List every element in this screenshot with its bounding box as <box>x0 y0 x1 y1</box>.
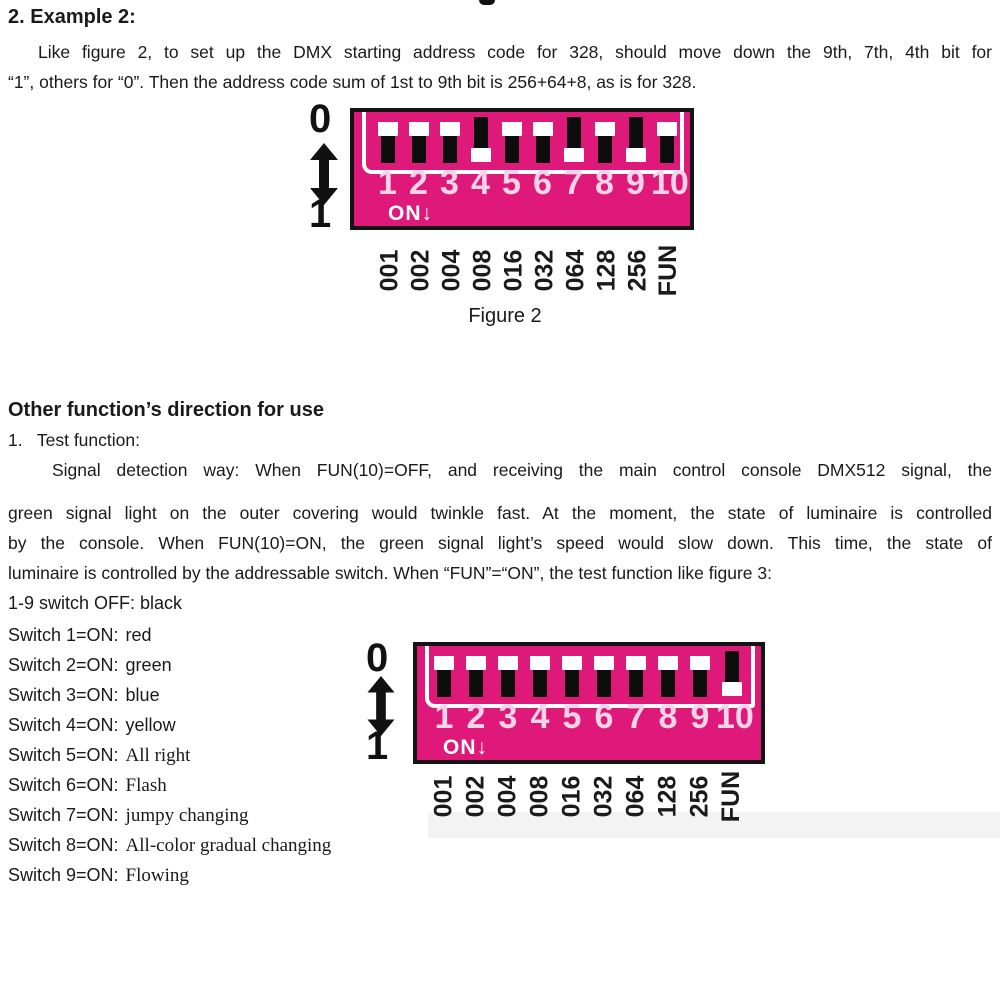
figure3-pin-number-5: 5 <box>562 698 582 736</box>
figure3-switch-4-up <box>524 646 556 697</box>
figure2-bit-label-064: 064 <box>561 249 589 291</box>
figure3-pin-number-3: 3 <box>498 698 518 736</box>
figure2-switch-8-up <box>589 112 620 163</box>
figure2-switch-4-down <box>465 112 496 163</box>
figure3-switch-1-up <box>428 646 460 697</box>
figure3-zero-label: 0 <box>366 636 389 680</box>
switch-list-value: red <box>125 625 152 645</box>
switch-list-value: jumpy changing <box>125 805 249 826</box>
figure2-switch-7-down <box>558 112 589 163</box>
figure2-switch-10-up <box>651 112 682 163</box>
figure2-bit-label-032: 032 <box>530 249 558 291</box>
figure3-pin-number-7: 7 <box>626 698 646 736</box>
figure2-pin-number-10: 10 <box>651 164 689 202</box>
switch-list-value: blue <box>125 685 160 705</box>
switch-list-prefix: Switch 4=ON: <box>8 715 119 735</box>
figure2-on-label: ON↓ <box>388 202 433 225</box>
switch-list-prefix: Switch 6=ON: <box>8 775 119 795</box>
figure2-bit-label-016: 016 <box>499 249 527 291</box>
figure2-pin-number-7: 7 <box>564 164 583 202</box>
figure2-bit-label-004: 004 <box>437 249 465 291</box>
figure3-bit-label-064: 064 <box>621 775 650 817</box>
figure2-dip-switch-body <box>350 108 694 230</box>
figure3-bit-label-128: 128 <box>653 775 682 817</box>
figure3-number-row <box>428 698 754 736</box>
figure3-switch-6-up <box>588 646 620 697</box>
example2-line1: Like figure 2, to set up the DMX starting address code for 328, should move down the 9th, 7th, 4th bit for <box>38 42 992 62</box>
figure3-bit-label-001: 001 <box>429 775 458 817</box>
other-functions-heading: Other function’s direction for use <box>8 399 324 421</box>
figure2-number-row <box>372 164 689 202</box>
switch-list-prefix: Switch 8=ON: <box>8 835 119 855</box>
switch-list-value: All right <box>125 745 191 766</box>
figure3-bit-label-008: 008 <box>525 775 554 817</box>
figure2-bit-labels <box>374 238 684 302</box>
figure3-switch-10-down <box>716 646 748 697</box>
figure2-pin-number-2: 2 <box>409 164 428 202</box>
figure2-pin-number-1: 1 <box>378 164 397 202</box>
figure3-pin-number-8: 8 <box>658 698 678 736</box>
figure2-switch-5-up <box>496 112 527 163</box>
figure3-dip-switch-body <box>413 642 765 764</box>
example2-line2: “1”, others for “0”. Then the address code sum of 1st to 9th bit is 256+64+8, as is for 328. <box>8 72 697 92</box>
figure2-bit-label-FUN: FUN <box>654 244 683 296</box>
figure3-on-label: ON↓ <box>443 736 488 759</box>
figure3-pin-number-1: 1 <box>434 698 454 736</box>
paragraph-line-3: luminaire is controlled by the addressable switch. When “FUN”=“ON”, the test function like figure 3: <box>8 563 773 583</box>
switch-list-value: yellow <box>125 715 176 735</box>
figure2-switch-9-down <box>620 112 651 163</box>
page-top-artifact <box>479 0 495 5</box>
figure2-pin-number-4: 4 <box>471 164 490 202</box>
switch-list-prefix: Switch 3=ON: <box>8 685 119 705</box>
figure3-switch-2-up <box>460 646 492 697</box>
figure3-bit-label-032: 032 <box>589 775 618 817</box>
figure3-bit-label-FUN: FUN <box>717 770 746 822</box>
paragraph-line-2: by the console. When FUN(10)=ON, the green signal light’s speed would slow down. This time, the state of <box>8 533 992 553</box>
switch-list-value: green <box>125 655 172 675</box>
figure3-bit-labels <box>428 764 748 828</box>
figure3-bit-label-256: 256 <box>685 775 714 817</box>
figure3-switch-9-up <box>684 646 716 697</box>
switch-list-prefix: Switch 5=ON: <box>8 745 119 765</box>
figure3-pin-number-6: 6 <box>594 698 614 736</box>
figure2-pin-number-3: 3 <box>440 164 459 202</box>
figure2-bit-label-002: 002 <box>406 249 434 291</box>
example2-heading: 2. Example 2: <box>8 6 136 28</box>
figure2-zero-label: 0 <box>309 97 332 141</box>
figure3-bit-label-016: 016 <box>557 775 586 817</box>
switch-list-value: All-color gradual changing <box>125 835 332 856</box>
figure3-pin-number-2: 2 <box>466 698 486 736</box>
switch-list-item <box>8 860 608 890</box>
figure2-pin-number-6: 6 <box>533 164 552 202</box>
figure3-bit-label-002: 002 <box>461 775 490 817</box>
test-function-item: 1. Test function: <box>8 430 140 450</box>
figure2-caption: Figure 2 <box>468 305 542 327</box>
figure2-bit-label-001: 001 <box>375 249 403 291</box>
figure2-pin-number-8: 8 <box>595 164 614 202</box>
figure3-pin-number-10: 10 <box>716 698 754 736</box>
figure3-switch-5-up <box>556 646 588 697</box>
switch-list-prefix: Switch 1=ON: <box>8 625 119 645</box>
signal-detection-line: Signal detection way: When FUN(10)=OFF, and receiving the main control console DMX512 signal, the <box>52 460 992 480</box>
figure3-switch-3-up <box>492 646 524 697</box>
figure2-one-label: 1 <box>309 192 332 236</box>
switch-list-prefix: Switch 2=ON: <box>8 655 119 675</box>
switch-list-value: Flash <box>125 775 167 796</box>
figure3-one-label: 1 <box>366 724 389 768</box>
paragraph-line-1: green signal light on the outer covering would twinkle fast. At the moment, the state of luminaire is controlled <box>8 503 992 523</box>
figure3-pin-number-4: 4 <box>530 698 550 736</box>
figure2-switch-6-up <box>527 112 558 163</box>
switch-off-line: 1-9 switch OFF: black <box>8 593 183 613</box>
figure2-pin-number-9: 9 <box>626 164 645 202</box>
figure3-pin-number-9: 9 <box>690 698 710 736</box>
figure2-bit-label-128: 128 <box>592 249 620 291</box>
figure3-switch-8-up <box>652 646 684 697</box>
figure2-bit-label-008: 008 <box>468 249 496 291</box>
figure2-switch-1-up <box>372 112 403 163</box>
figure2-switch-3-up <box>434 112 465 163</box>
switch-list-value: Flowing <box>125 865 189 886</box>
figure2-bit-label-256: 256 <box>623 249 651 291</box>
switch-list-prefix: Switch 9=ON: <box>8 865 119 885</box>
figure2-switch-2-up <box>403 112 434 163</box>
figure2-pin-number-5: 5 <box>502 164 521 202</box>
figure2-switch-row <box>372 112 682 163</box>
figure3-bit-label-004: 004 <box>493 775 522 817</box>
figure3-switch-7-up <box>620 646 652 697</box>
switch-list-prefix: Switch 7=ON: <box>8 805 119 825</box>
figure3-switch-row <box>428 646 748 697</box>
